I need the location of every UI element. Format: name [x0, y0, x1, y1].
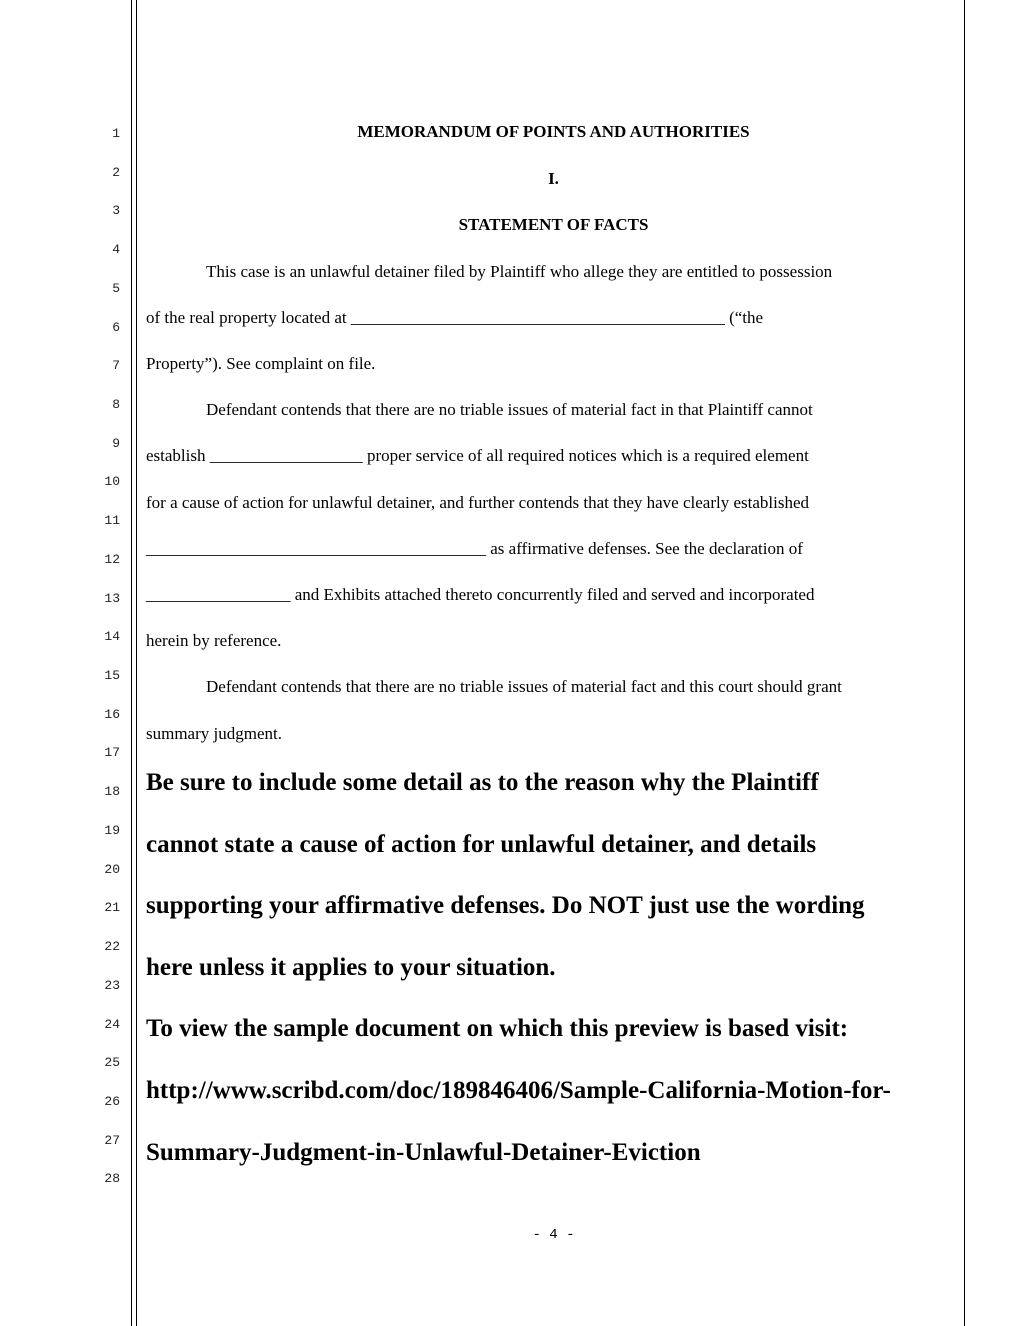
body-line: _________________ and Exhibits attached thereto concurrently filed and served and incorporated: [146, 585, 815, 604]
line-number: 1: [112, 126, 120, 141]
body-line: summary judgment.: [146, 724, 282, 743]
body-line: This case is an unlawful detainer filed by Plaintiff who allege they are entitled to possession: [206, 262, 833, 281]
line-number: 8: [112, 397, 120, 412]
section-number: I.: [548, 169, 559, 188]
right-margin-rule: [964, 0, 965, 1326]
body-line: Defendant contends that there are no triable issues of material fact and this court should grant: [206, 677, 842, 696]
body-line: of the real property located at ____________________________________________ (“the: [146, 308, 764, 327]
line-number-column: [88, 0, 128, 1326]
page-number: - 4 -: [532, 1227, 575, 1243]
body-line: Property”). See complaint on file.: [146, 354, 376, 373]
memorandum-title: MEMORANDUM OF POINTS AND AUTHORITIES: [357, 122, 750, 141]
line-number: 2: [112, 165, 120, 180]
line-number: 14: [104, 629, 120, 644]
line-number: 25: [104, 1055, 120, 1070]
sample-url-line[interactable]: http://www.scribd.com/doc/189846406/Sample-California-Motion-for-: [146, 1077, 891, 1104]
line-number: 6: [112, 320, 120, 335]
body-line: establish __________________ proper service of all required notices which is a required element: [146, 446, 809, 465]
line-number: 4: [112, 242, 120, 257]
line-number: 10: [104, 474, 120, 489]
line-number: 19: [104, 823, 120, 838]
instruction-line: cannot state a cause of action for unlawful detainer, and details: [146, 831, 817, 858]
line-number: 27: [104, 1133, 120, 1148]
body-line: herein by reference.: [146, 631, 282, 650]
body-line: Defendant contends that there are no triable issues of material fact in that Plaintiff cannot: [206, 400, 813, 419]
line-number: 13: [104, 591, 120, 606]
body-line: ________________________________________ as affirmative defenses. See the declaration of: [146, 539, 803, 558]
body-line: for a cause of action for unlawful detainer, and further contends that they have clearly established: [146, 493, 809, 512]
line-number: 23: [104, 978, 120, 993]
instruction-line: Be sure to include some detail as to the reason why the Plaintiff: [146, 769, 819, 796]
line-number: 5: [112, 281, 120, 296]
line-number: 21: [104, 900, 120, 915]
document-body: [146, 0, 961, 1326]
sample-url-line[interactable]: Summary-Judgment-in-Unlawful-Detainer-Eviction: [146, 1139, 701, 1166]
line-number: 9: [112, 436, 120, 451]
line-number: 17: [104, 745, 120, 760]
left-margin-rule-2: [136, 0, 137, 1326]
line-number: 3: [112, 203, 120, 218]
instruction-line: To view the sample document on which this preview is based visit:: [146, 1015, 849, 1042]
left-margin-rule-1: [131, 0, 132, 1326]
line-number: 12: [104, 552, 120, 567]
line-number: 11: [104, 513, 120, 528]
line-number: 16: [104, 707, 120, 722]
section-title: STATEMENT OF FACTS: [458, 215, 649, 234]
line-number: 7: [112, 358, 120, 373]
instruction-line: supporting your affirmative defenses. Do NOT just use the wording: [146, 892, 865, 919]
line-number: 28: [104, 1171, 120, 1186]
line-number: 20: [104, 862, 120, 877]
instruction-line: here unless it applies to your situation.: [146, 954, 556, 981]
line-number: 26: [104, 1094, 120, 1109]
line-number: 15: [104, 668, 120, 683]
line-number: 24: [104, 1017, 120, 1032]
line-number: 18: [104, 784, 120, 799]
line-number: 22: [104, 939, 120, 954]
